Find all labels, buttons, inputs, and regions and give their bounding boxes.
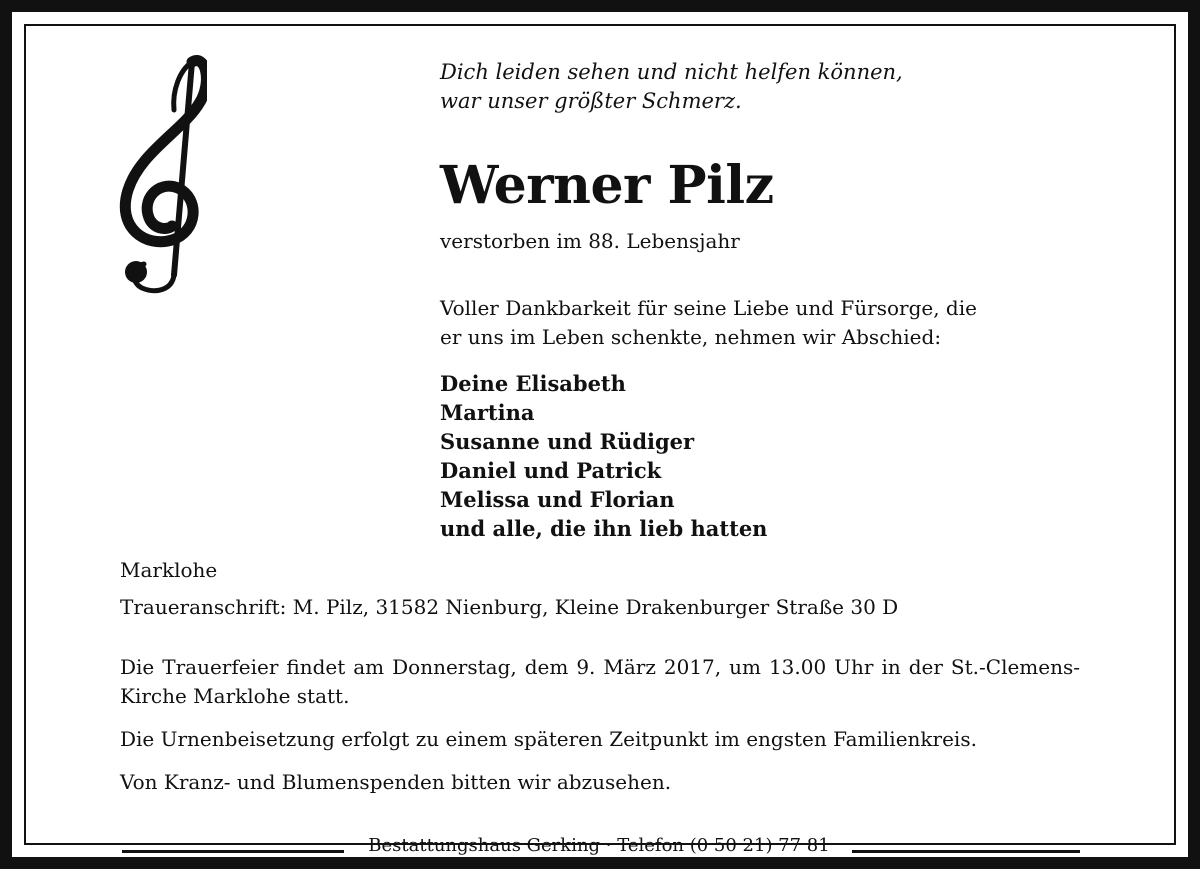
ceremony-info: Die Trauerfeier findet am Donnerstag, dem 9. März 2017, um 13.00 Uhr in der St.-Clemens-Kirche Marklohe statt.	[120, 655, 1080, 708]
thanks-line-2: er uns im Leben schenkte, nehmen wir Abschied:	[440, 325, 942, 349]
mourner: und alle, die ihn lieb hatten	[440, 516, 768, 541]
mourner: Melissa und Florian	[440, 487, 675, 512]
mourner: Deine Elisabeth	[440, 371, 626, 396]
mourning-address: Traueranschrift: M. Pilz, 31582 Nienburg, Kleine Drakenburger Straße 30 D	[120, 595, 899, 619]
motto-line-2: war unser größter Schmerz.	[440, 89, 742, 113]
thanks-text	[440, 294, 977, 352]
mourner: Martina	[440, 400, 535, 425]
flowers-note: Von Kranz- und Blumenspenden bitten wir abzusehen.	[120, 770, 672, 794]
mourner: Susanne und Rüdiger	[440, 429, 695, 454]
motto-line-1: Dich leiden sehen und nicht helfen können,	[440, 60, 903, 84]
mourner: Daniel und Patrick	[440, 458, 662, 483]
urn-burial-info: Die Urnenbeisetzung erfolgt zu einem späteren Zeitpunkt im engsten Familienkreis.	[120, 727, 977, 751]
mourners-list	[440, 369, 767, 543]
deceased-name: Werner Pilz	[440, 155, 774, 216]
place: Marklohe	[120, 558, 218, 582]
motto	[440, 58, 903, 116]
treble-clef-icon	[112, 50, 207, 295]
footer-rule-right	[852, 850, 1080, 853]
funeral-home-footer: Bestattungshaus Gerking · Telefon (0 50 21) 77 81	[368, 835, 830, 856]
footer-rule-left	[122, 850, 344, 853]
age-text: verstorben im 88. Lebensjahr	[440, 229, 740, 253]
thanks-line-1: Voller Dankbarkeit für seine Liebe und Fürsorge, die	[440, 296, 977, 320]
